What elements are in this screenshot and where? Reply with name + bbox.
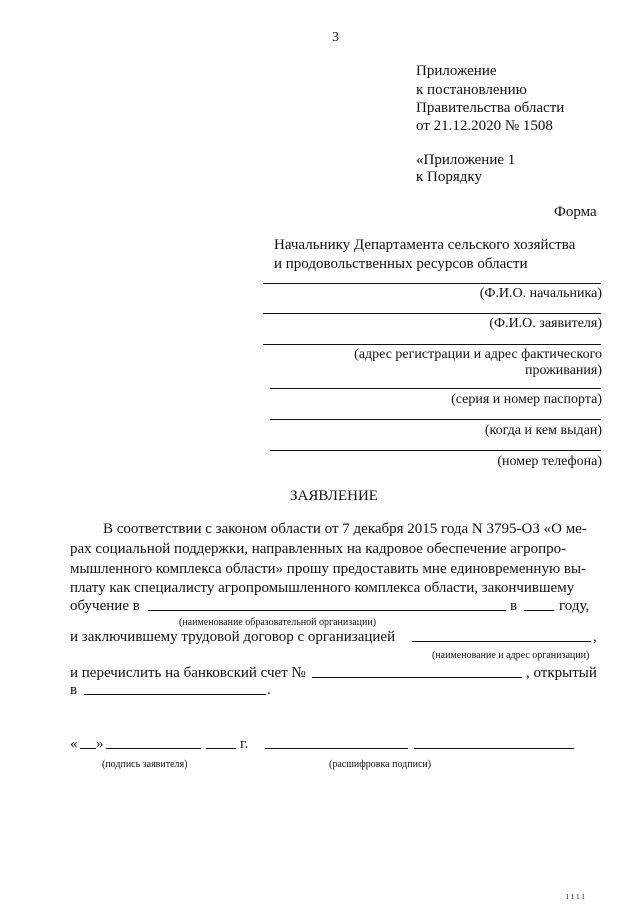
addressee-line: и продовольственных ресурсов области	[274, 256, 528, 272]
bank-name-blank[interactable]	[84, 694, 266, 695]
body-text: в	[70, 682, 78, 698]
body-line: плату как специалисту агропромышленного комплекса области, закончившему	[70, 580, 575, 596]
date-day-blank[interactable]	[80, 748, 96, 749]
appendix-line: от 21.12.2020 № 1508	[416, 118, 553, 134]
passport-line[interactable]	[270, 388, 601, 389]
applicant-name-caption: (Ф.И.О. заявителя)	[489, 316, 602, 331]
appendix-ref-line: к Порядку	[416, 169, 482, 185]
signature-blank[interactable]	[265, 748, 408, 749]
address-caption: (адрес регистрации и адрес фактического	[354, 347, 602, 362]
body-line: и заключившему трудовой договор с организацией	[70, 629, 396, 645]
body-line: В соответствии с законом области от 7 декабря 2015 года N 3795-ОЗ «О ме-	[103, 521, 587, 537]
appendix-line: к постановлению	[416, 82, 527, 98]
body-text: , открытый	[526, 665, 597, 681]
body-text: .	[267, 682, 271, 698]
bank-account-blank[interactable]	[312, 677, 522, 678]
education-org-caption: (наименование образовательной организации)	[179, 617, 377, 628]
address-line[interactable]	[263, 344, 601, 345]
chief-name-line[interactable]	[263, 283, 601, 284]
graduation-year-blank[interactable]	[524, 610, 554, 611]
appendix-line: Приложение	[416, 63, 497, 79]
appendix-ref-line: «Приложение 1	[416, 152, 516, 168]
body-text: в	[510, 598, 518, 614]
phone-caption: (номер телефона)	[497, 454, 602, 469]
chief-name-caption: (Ф.И.О. начальника)	[479, 286, 602, 301]
date-month-blank[interactable]	[106, 748, 201, 749]
signature-decode-caption: (расшифровка подписи)	[329, 759, 432, 770]
signature-caption: (подпись заявителя)	[102, 759, 188, 770]
address-caption-cont: проживания)	[524, 363, 602, 378]
page-number: 3	[332, 30, 339, 45]
issued-caption: (когда и кем выдан)	[484, 423, 602, 438]
date-quote-open: «	[70, 736, 78, 752]
document-title: ЗАЯВЛЕНИЕ	[290, 488, 378, 504]
education-org-blank[interactable]	[148, 610, 506, 611]
form-label: Форма	[554, 204, 597, 220]
body-line: рах социальной поддержки, направленных на кадровое обеспечение агропро-	[70, 541, 567, 557]
year-suffix: г.	[240, 736, 249, 752]
signature-decode-blank[interactable]	[414, 748, 574, 749]
employer-caption: (наименование и адрес организации)	[432, 650, 590, 661]
appendix-line: Правительства области	[416, 100, 565, 116]
employer-blank[interactable]	[412, 641, 591, 642]
body-text: ,	[593, 629, 597, 645]
passport-caption: (серия и номер паспорта)	[451, 392, 602, 407]
body-text: году,	[559, 598, 590, 614]
body-line: и перечислить на банковский счет №	[70, 665, 306, 681]
footer-mark: ı ı ı ı	[566, 891, 585, 902]
date-quote-close: »	[96, 736, 104, 752]
date-year-blank[interactable]	[206, 748, 236, 749]
body-line: мышленного комплекса области» прошу предоставить мне единовременную вы-	[70, 561, 587, 577]
applicant-name-line[interactable]	[263, 313, 601, 314]
issued-line[interactable]	[270, 419, 601, 420]
phone-line[interactable]	[270, 450, 601, 451]
addressee-line: Начальнику Департамента сельского хозяйства	[274, 237, 576, 253]
body-line: обучение в	[70, 598, 140, 614]
